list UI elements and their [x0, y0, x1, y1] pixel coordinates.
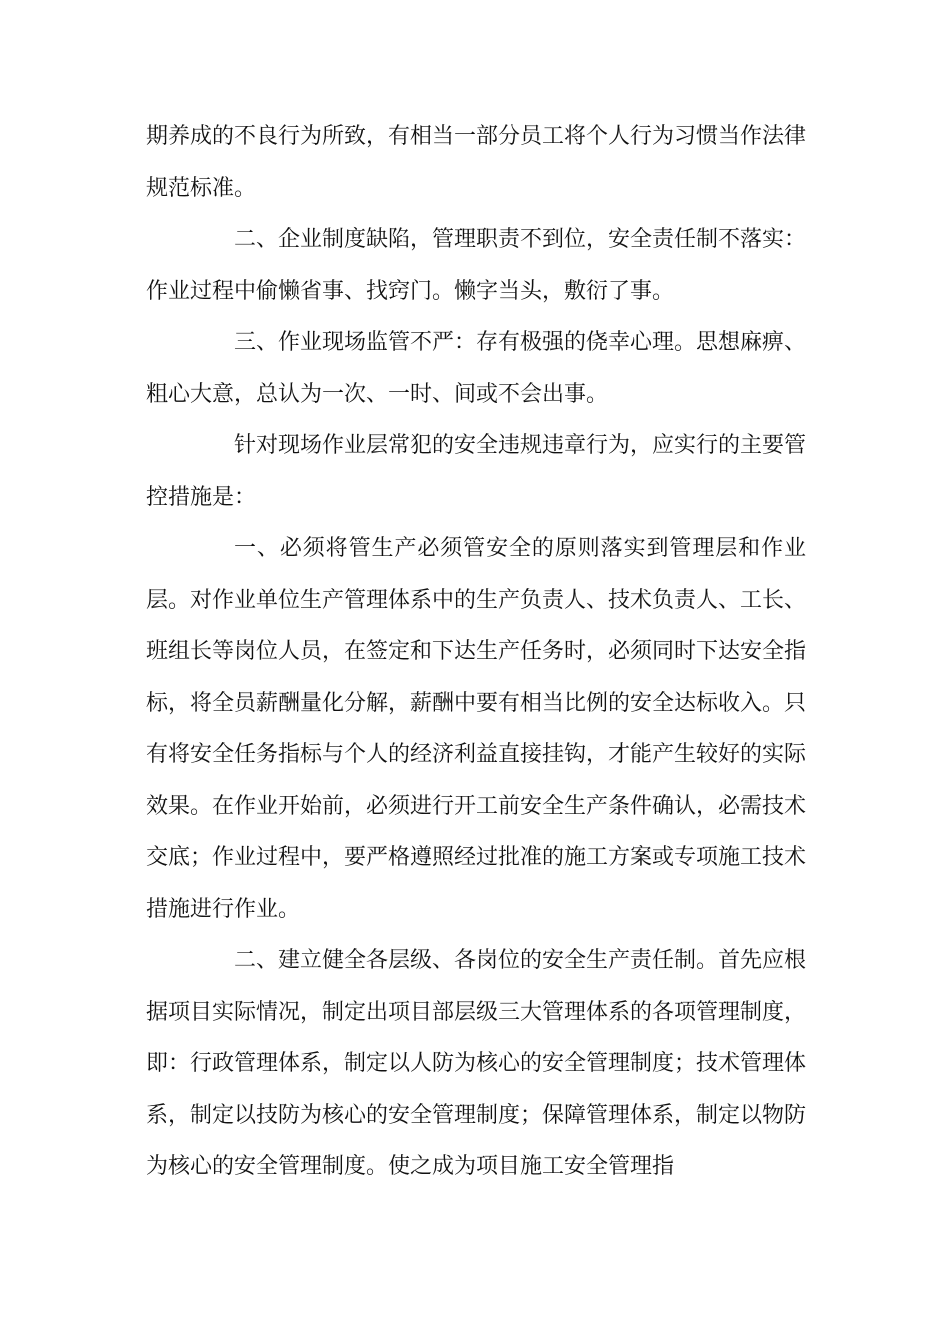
paragraph-cause-3: 三、作业现场监管不严：存有极强的侥幸心理。思想麻痹、粗心大意，总认为一次、一时、间或不会出事。	[146, 330, 807, 407]
body-text	[146, 111, 806, 1193]
paragraph-measure-2: 二、建立健全各层级、各岗位的安全生产责任制。首先应根据项目实际情况，制定出项目部层级三大管理体系的各项管理制度，即：行政管理体系，制定以人防为核心的安全管理制度；技术管理体系，制定以技防为核心的安全管理制度；保障管理体系，制定以物防为核心的安全管理制度。使之成为项目施工安全管理指	[146, 948, 807, 1179]
paragraph-cause-2: 二、企业制度缺陷，管理职责不到位，安全责任制不落实：作业过程中偷懒省事、找窍门。懒字当头，敷衍了事。	[146, 227, 807, 304]
paragraph-measure-1: 一、必须将管生产必须管安全的原则落实到管理层和作业层。对作业单位生产管理体系中的生产负责人、技术负责人、工长、班组长等岗位人员，在签定和下达生产任务时，必须同时下达安全指标，将全员薪酬量化分解，薪酬中要有相当比例的安全达标收入。只有将安全任务指标与个人的经济利益直接挂钩，才能产生较好的实际效果。在作业开始前，必须进行开工前安全生产条件确认，必需技术交底；作业过程中，要严格遵照经过批准的施工方案或专项施工技术措施进行作业。	[146, 536, 807, 922]
paragraph-measures-intro: 针对现场作业层常犯的安全违规违章行为，应实行的主要管控措施是：	[146, 433, 807, 510]
paragraph-continuation: 期养成的不良行为所致，有相当一部分员工将个人行为习惯当作法律规范标准。	[146, 124, 807, 201]
